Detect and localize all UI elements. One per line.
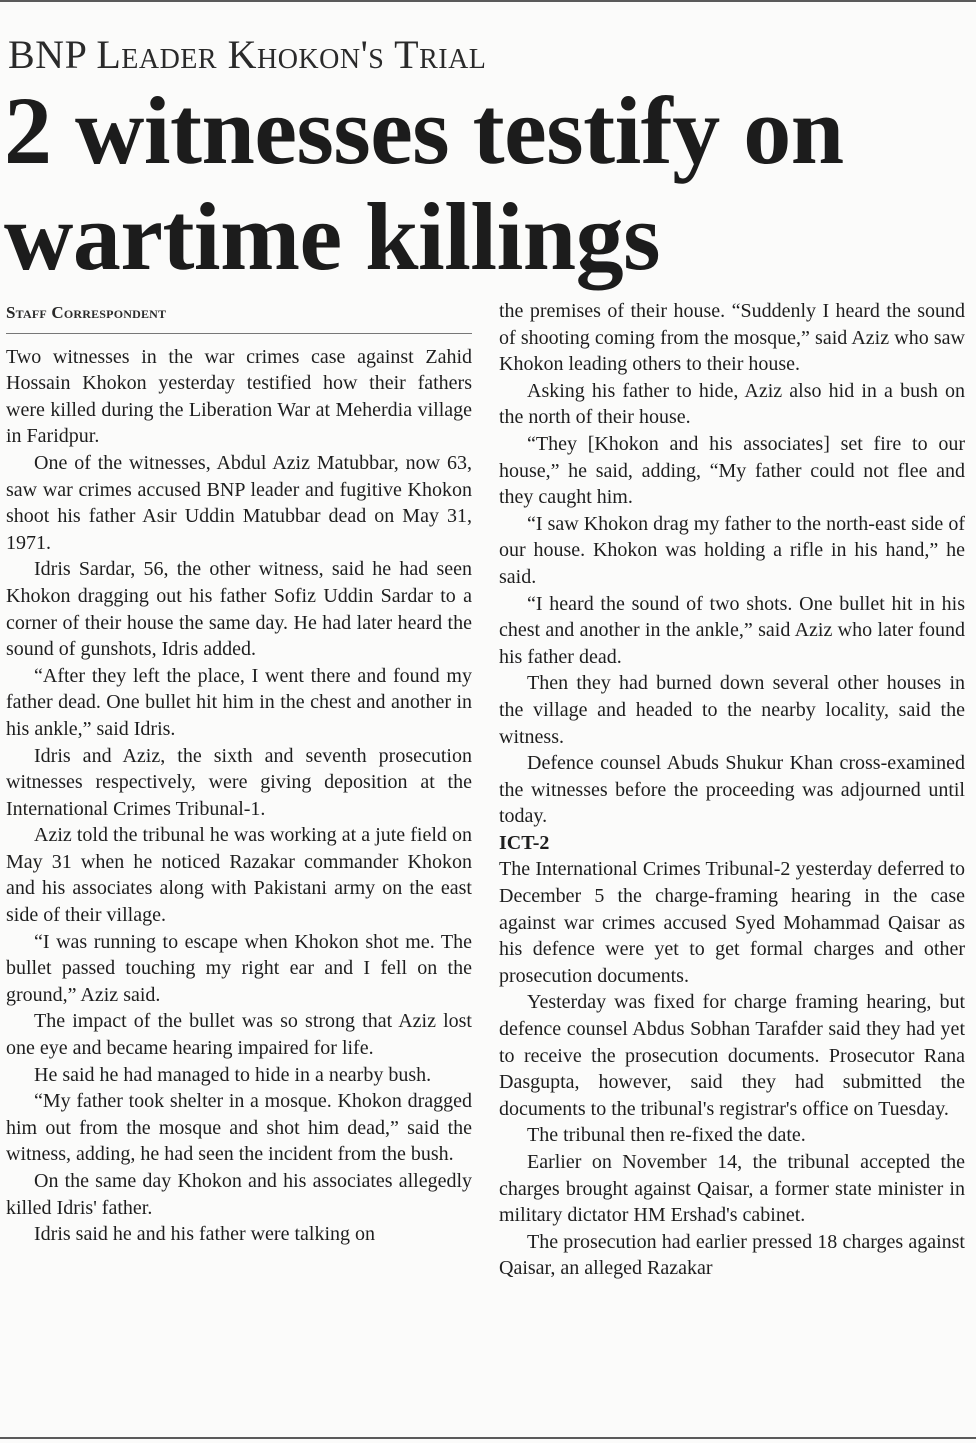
paragraph: “After they left the place, I went there and found my father dead. One bullet hit him in the chest and another in his ankle,” said Idris. [6,664,472,740]
top-rule [0,0,976,2]
paragraph: One of the witnesses, Abdul Aziz Matubbar, now 63, saw war crimes accused BNP leader and fugitive Khokon shoot his father Asir Uddin Matubbar dead on May 31, 1971. [6,451,472,554]
kicker-title: BNP Leader Khokon's Trial [8,32,487,77]
paragraph: On the same day Khokon and his associates allegedly killed Idris' father. [6,1170,472,1219]
paragraph: “My father took shelter in a mosque. Khokon dragged him out from the mosque and shot him dead,” said the witness, adding, he had seen the incident from the bush. [6,1090,472,1166]
byline: Staff Correspondent [6,298,472,334]
paragraph: Yesterday was fixed for charge framing hearing, but defence counsel Abdus Sobhan Tarafder said they had yet to receive the prosecution documents. Prosecutor Rana Dasgupta, however, said they had submitted the documents to the tribunal's registrar's office on Tuesday. [499,991,965,1120]
article-column-right [499,298,965,1426]
paragraph: Defence counsel Abuds Shukur Khan cross-examined the witnesses before the proceeding was adjourned until today. [499,752,965,828]
paragraph: The tribunal then re-fixed the date. [527,1124,806,1147]
paragraph: “I was running to escape when Khokon shot me. The bullet passed touching my right ear and I fell on the ground,” Aziz said. [6,930,472,1006]
article-column-left [6,298,472,1426]
paragraph: Then they had burned down several other houses in the village and headed to the nearby locality, said the witness. [499,672,965,748]
paragraph: He said he had managed to hide in a nearby bush. [34,1063,432,1086]
headline: 2 witnesses testify on wartime killings [4,77,844,290]
paragraph: Asking his father to hide, Aziz also hid in a bush on the north of their house. [499,379,965,429]
paragraph: Idris said he and his father were talking on [34,1223,376,1246]
paragraph: The prosecution had earlier pressed 18 charges against Qaisar, an alleged Razakar [499,1230,965,1280]
section-subhead: ICT-2 [499,831,550,854]
paragraph: “They [Khokon and his associates] set fire to our house,” he said, adding, “My father could not flee and they caught him. [499,432,965,509]
paragraph: the premises of their house. “Suddenly I heard the sound of shooting coming from the mosque,” said Aziz who saw Khokon leading others to their house. [499,300,965,376]
paragraph: Idris and Aziz, the sixth and seventh prosecution witnesses respectively, were giving deposition at the International Crimes Tribunal-1. [6,744,472,820]
paragraph: Earlier on November 14, the tribunal accepted the charges brought against Qaisar, a former state minister in military dictator HM Ershad's cabinet. [499,1151,965,1227]
paragraph: Aziz told the tribunal he was working at a jute field on May 31 when he noticed Razakar commander Khokon and his associates along with Pakistani army on the east side of their village. [6,824,472,927]
paragraph: The International Crimes Tribunal-2 yesterday deferred to December 5 the charge-framing hearing in the case against war crimes accused Syed Mohammad Qaisar as his defence were yet to get formal charges and other prosecution documents. [499,858,965,987]
bottom-rule [0,1437,976,1439]
paragraph: Two witnesses in the war crimes case against Zahid Hossain Khokon yesterday testified how their fathers were killed during the Liberation War at Meherdia village in Faridpur. [6,345,472,448]
paragraph: Idris Sardar, 56, the other witness, said he had seen Khokon dragging out his father Sofiz Uddin Sardar to a corner of their house the same day. He had later heard the sound of gunshots, Idris added. [6,558,472,661]
paragraph: “I saw Khokon drag my father to the north-east side of our house. Khokon was holding a rifle in his hand,” he said. [499,512,965,588]
paragraph: The impact of the bullet was so strong that Aziz lost one eye and became hearing impaired for life. [6,1010,472,1060]
paragraph: “I heard the sound of two shots. One bullet hit in his chest and another in the ankle,” said Aziz who later found his father dead. [499,592,965,668]
